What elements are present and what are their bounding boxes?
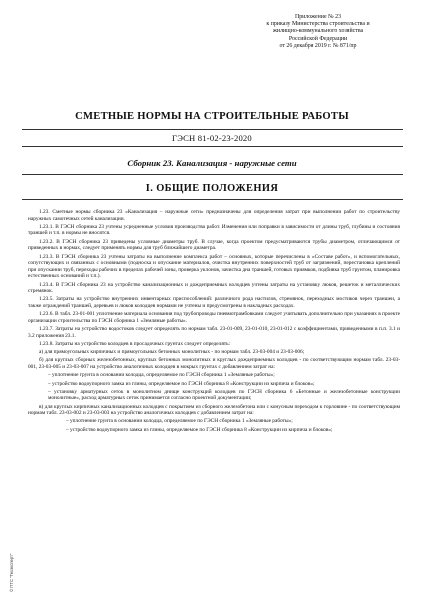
list-item: – уплотнение грунта в основании колодца, определяемое по ГЭСН сборника 1 «Земляные работы»; bbox=[48, 372, 275, 379]
section-heading: I. ОБЩИЕ ПОЛОЖЕНИЯ bbox=[145, 183, 279, 194]
appendix-line: от 26 декабря 2019 г. № 871/пр bbox=[279, 42, 357, 49]
document-title: СМЕТНЫЕ НОРМЫ НА СТРОИТЕЛЬНЫЕ РАБОТЫ bbox=[75, 111, 349, 122]
appendix-header bbox=[218, 14, 418, 50]
list-item: – устройство водоупорного замка из глины, определяемое по ГЭСН сборника 8 «Конструкции из кирпича и блоков»; bbox=[66, 426, 333, 433]
publisher-stamp bbox=[9, 528, 15, 592]
paragraph: 1.23.3. В ГЭСН сборника 23 учтены затраты на выполнение комплекса работ – основных, которые перечислены в «Составе работ», и вспомогательных, сопутствующих и связанных с основными (подноска и опускание материалов, очистка внутренних поверхностей труб от загрязнений, перестановка креплений при опускании труб, переходы рабочих в пределах рабочей зоны, проверка уклонов, зачистка дна траншей, готовых приямков, подбивка труб грунтом, планировка естественных оснований и т.п.). bbox=[28, 253, 400, 280]
paragraph: в) для круглых кирпичных канализационных колодцев с покрытием из сборного железобетона или с конусным переходом к горловине - по соответствующим нормам табл. 23-03-002 и 23-03-003 на устройство аналогичных колодцев с добавлением затрат на: bbox=[28, 403, 400, 417]
stamp-text: © ПТС "Техэксперт" bbox=[9, 553, 14, 592]
appendix-line: жилищно-коммунального хозяйства bbox=[272, 28, 364, 35]
document-body bbox=[28, 209, 400, 435]
collection-title: Сборник 23. Канализация - наружные сети bbox=[127, 158, 297, 168]
appendix-line: к приказу Министерства строительства и bbox=[266, 21, 370, 28]
appendix-line: Российской Федерации bbox=[288, 35, 348, 42]
paragraph: 1.23.1. В ГЭСН сборника 23 учтены усредненные условия производства работ. Изменения или поправки в зависимости от длины труб, глубины и состояния траншей и т.п. в нормы не вносятся. bbox=[28, 223, 400, 237]
divider bbox=[22, 174, 403, 175]
paragraph: 1.23.5. Затраты на устройство внутренних инвентарных приспособлений: различного рода настилов, стремянок, переходных мостиков через траншеи, а также ограждений траншей, деревьев и люков колодцев нормами не учтены и предусмотрены в накладных расходах. bbox=[28, 296, 400, 310]
list-item: – уплотнение грунта в основании колодца, определяемое по ГЭСН сборника 1 «Земляные работы»; bbox=[66, 418, 293, 425]
paragraph: 1.23.4. В ГЭСН сборника 23 на устройство канализационных и дождеприемных колодцев учтены затраты на установку люков, решеток и металлических стремянок. bbox=[28, 281, 400, 295]
paragraph: а) для прямоугольных кирпичных и прямоугольных бетонных монолитных - по нормам табл. 23-03-004 и 23-03-006; bbox=[39, 349, 305, 356]
paragraph: б) для круглых сборных железобетонных, круглых бетонных монолитных и круглых дождеприемных колодцев - по соответствующим нормам табл. 23-03-001, 23-03-005 и 23-03-007 на устройство аналогичных колодцев в мокрых грунтах с добавлением затрат на: bbox=[28, 357, 400, 371]
divider bbox=[22, 146, 403, 147]
list-item: – устройство водоупорного замка из глины, определяемое по ГЭСН сборника 8 «Конструкции из кирпича и блоков»; bbox=[48, 380, 315, 387]
paragraph: 1.23.8. Затраты на устройство колодцев в просадочных грунтах следует определять: bbox=[39, 341, 231, 347]
paragraph: 1.23.2. В ГЭСН сборника 23 приведены условные диаметры труб. В случае, когда проектом предусматриваются трубы диаметром, отличающимся от приведенных в нормах, следует применять нормы для труб ближайшего диаметра. bbox=[28, 238, 400, 252]
norm-code: ГЭСН 81-02-23-2020 bbox=[172, 133, 252, 143]
divider bbox=[22, 199, 403, 200]
paragraph: 1.23. Сметные нормы сборника 23 «Канализация – наружные сети» предназначены для определения затрат при выполнении работ по строительству наружных самотечных сетей канализации. bbox=[28, 209, 400, 222]
appendix-line: Приложение № 23 bbox=[294, 14, 342, 20]
divider bbox=[22, 129, 403, 130]
paragraph: 1.23.7. Затраты на устройство водостоков следует определять по нормам табл. 23-01-009, 23-01-010, 23-01-012 с коэффициентами, приведенными в п.п. 3.1 и 3.2 приложения 23.1. bbox=[28, 326, 400, 339]
list-item: – установку арматурных сеток в монолитном днище конструкций колодцев по ГЭСН сборника 6 «Бетонные и железобетонные конструкции монолитные», расход арматурных сеток принимается согласно проектной документации; bbox=[48, 388, 400, 402]
paragraph: 1.23.6. В табл. 23-01-001 уплотнение материала основания под трубопроводы пневмотрамбовками следует учитывать дополнительно при указаниях в проекте организации строительства по ГЭСН сборника 1 «Земляные работы». bbox=[28, 311, 400, 324]
